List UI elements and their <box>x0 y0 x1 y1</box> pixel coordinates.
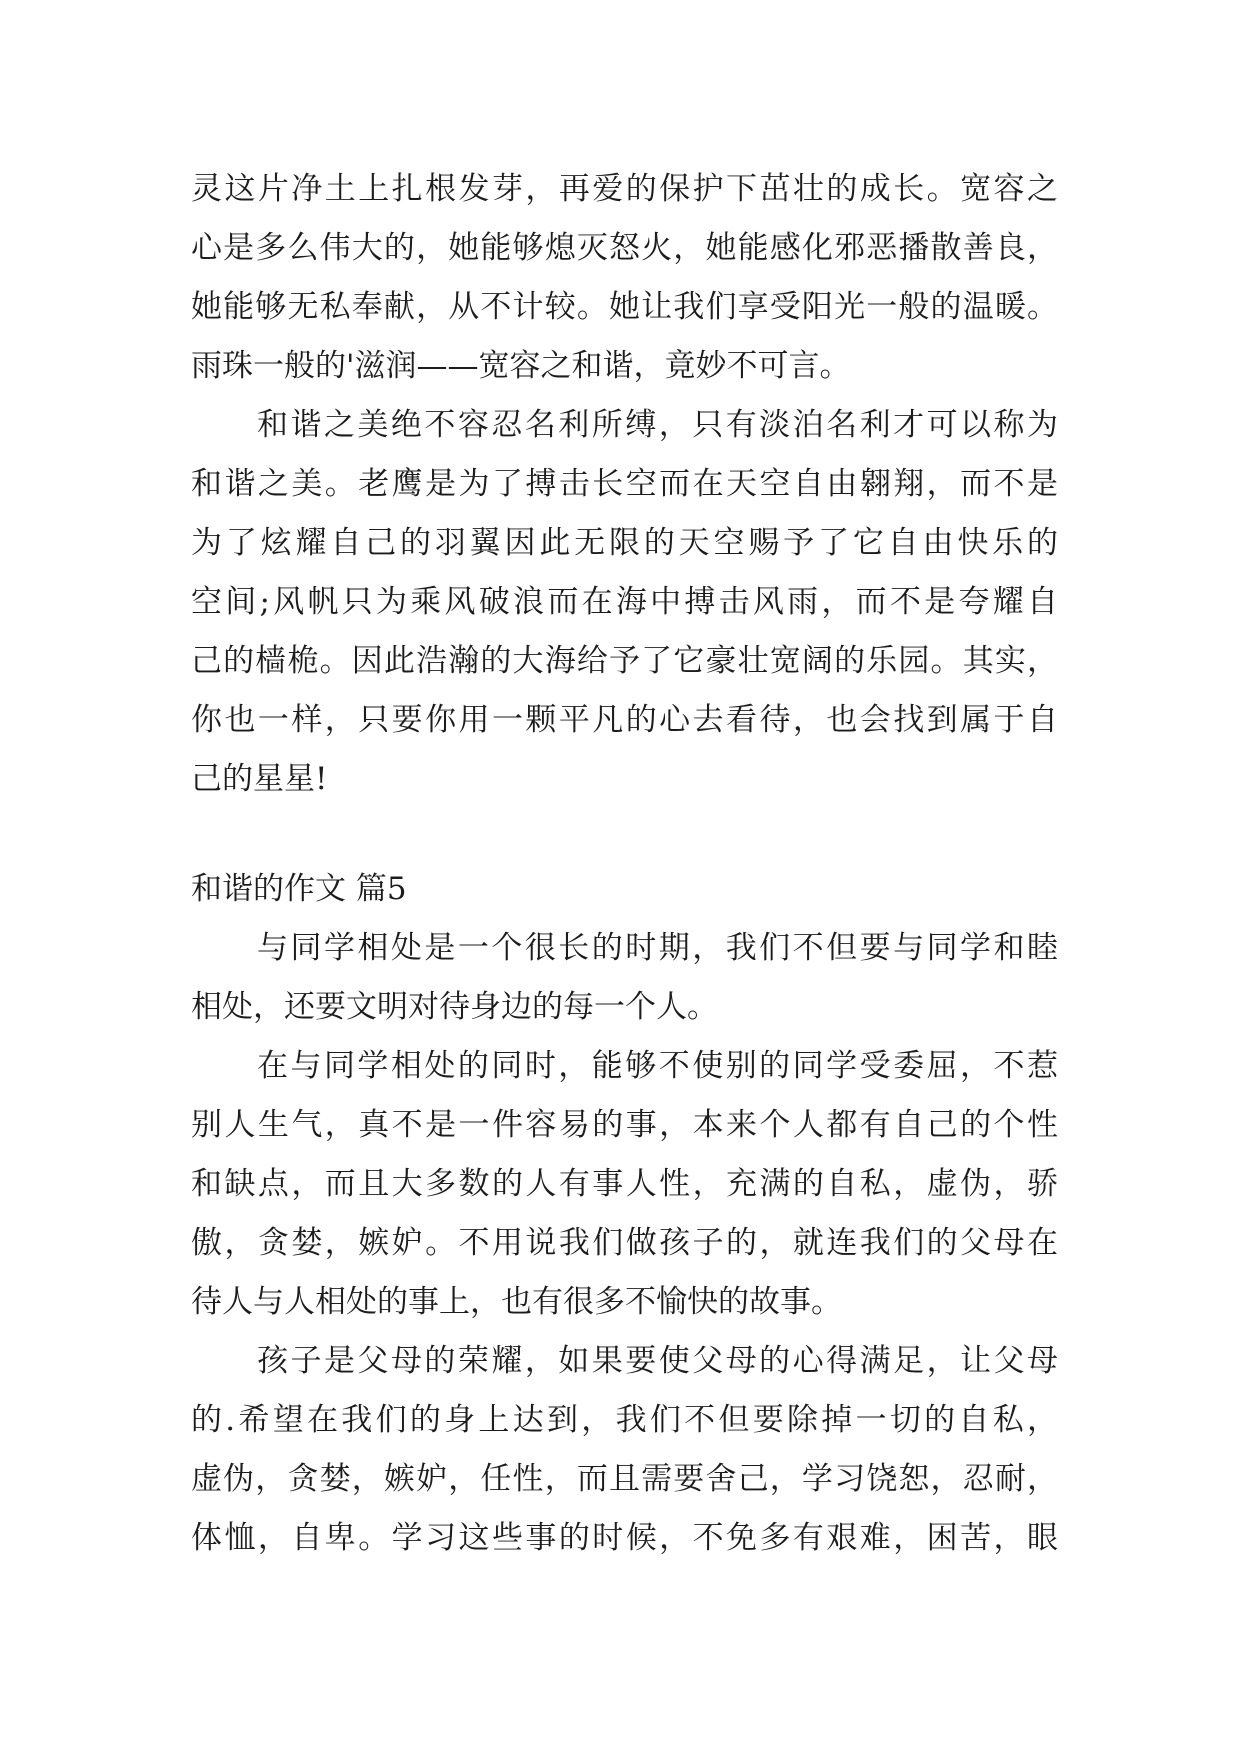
text-block-top <box>191 160 1058 809</box>
text-line: 己的樯桅。因此浩瀚的大海给予了它豪壮宽阔的乐园。其实， <box>191 643 1058 679</box>
text-line: 心是多么伟大的，她能够熄灭怒火，她能感化邪恶播散善良， <box>191 230 1058 266</box>
text-line: 待人与人相处的事上，也有很多不愉快的故事。 <box>191 1284 842 1320</box>
text-line: 傲，贪婪，嫉妒。不用说我们做孩子的，就连我们的父母在 <box>191 1225 1058 1261</box>
text-line: 孩子是父母的荣耀，如果要使父母的心得满足，让父母 <box>257 1343 1058 1379</box>
text-line: 虚伪，贪婪，嫉妒，任性，而且需要舍己，学习饶恕，忍耐， <box>191 1461 1058 1497</box>
section-heading: 和谐的作文 篇5 <box>191 871 407 907</box>
text-line: 的.希望在我们的身上达到，我们不但要除掉一切的自私， <box>191 1402 1058 1438</box>
paragraph <box>191 396 1058 809</box>
paragraph <box>191 160 1058 396</box>
text-line: 在与同学相处的同时，能够不使别的同学受委屈，不惹 <box>257 1048 1058 1084</box>
paragraph <box>191 1037 1058 1332</box>
text-line: 和谐之美绝不容忍名利所缚，只有淡泊名利才可以称为 <box>257 407 1058 443</box>
text-line: 别人生气，真不是一件容易的事，本来个人都有自己的个性 <box>191 1107 1058 1143</box>
text-line: 为了炫耀自己的羽翼因此无限的天空赐予了它自由快乐的 <box>191 525 1058 561</box>
text-line: 和缺点，而且大多数的人有事人性，充满的自私，虚伪，骄 <box>191 1166 1058 1202</box>
text-line: 与同学相处是一个很长的时期，我们不但要与同学和睦 <box>257 930 1058 966</box>
text-line: 己的星星! <box>191 761 328 797</box>
paragraph <box>191 1332 1058 1568</box>
text-line: 相处，还要文明对待身边的每一个人。 <box>191 989 718 1025</box>
text-line: 她能够无私奉献，从不计较。她让我们享受阳光一般的温暖。 <box>191 289 1058 325</box>
text-line: 你也一样，只要你用一颗平凡的心去看待，也会找到属于自 <box>191 702 1058 738</box>
text-line: 和谐之美。老鹰是为了搏击长空而在天空自由翱翔，而不是 <box>191 466 1058 502</box>
text-block-bottom <box>191 860 1058 1568</box>
text-line: 体恤，自卑。学习这些事的时候，不免多有艰难，困苦，眼 <box>191 1520 1058 1556</box>
paragraph <box>191 919 1058 1037</box>
text-line: 空间;风帆只为乘风破浪而在海中搏击风雨，而不是夸耀自 <box>191 584 1058 620</box>
text-line: 雨珠一般的'滋润——宽容之和谐，竟妙不可言。 <box>191 348 851 384</box>
text-line: 灵这片净土上扎根发芽，再爱的保护下茁壮的成长。宽容之 <box>191 171 1058 207</box>
